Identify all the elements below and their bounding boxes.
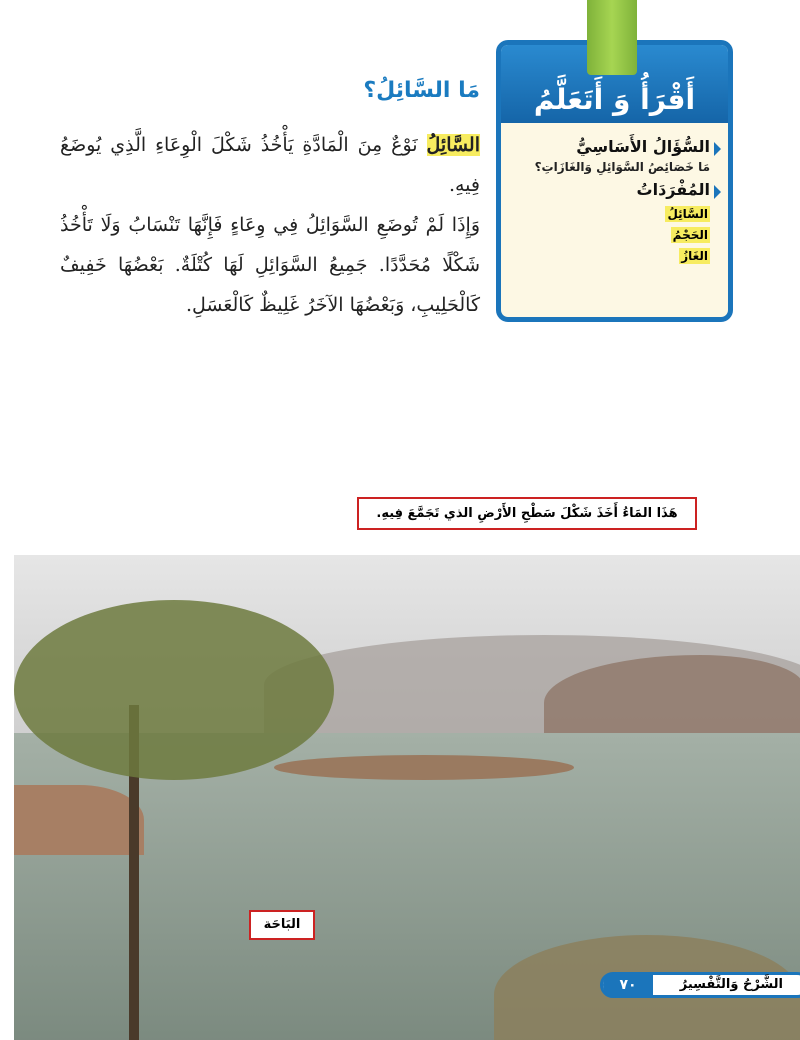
essential-question: مَا خَصَائِصُ السَّوَائِلِ وَالغَازَاتِ؟ [534,160,710,174]
page-number: ٧٠ [603,972,653,998]
vocab-item: الحَجْمُ [672,228,708,242]
vocab-item: السَّائِلُ [667,207,708,221]
vocab-item: الغَازُ [681,249,708,263]
body-text [60,125,480,325]
page-footer [600,972,800,998]
essential-question-heading: السُّؤَالُ الأَسَاسِيُّ [511,137,710,156]
photo-caption: هَذَا المَاءُ أَخَذَ شَكْلَ سَطْحِ الأَرْضِ الذي تَجَمَّعَ فِيهِ. [357,497,697,530]
location-label: البَاحَة [249,910,315,940]
lake-photo [14,555,800,1040]
section-name: الشَّرْحُ وَالتَّفْسِيرُ [679,977,783,992]
bookmark-tab [587,0,637,75]
read-and-learn-card [496,40,733,322]
term-highlight: السَّائِلُ [426,134,480,156]
section-title: مَا السَّائِلُ؟ [363,78,480,103]
vocabulary-heading: المُفْرَدَاتُ [511,180,710,199]
para-1: نَوْعٌ مِنَ الْمَادَّةِ يَأْخُذُ شَكْلَ الْوِعَاءِ الَّذِي يُوضَعُ فِيهِ. [60,134,480,196]
card-title: أَقْرَأُ وَ أَتَعَلَّمُ [501,45,728,123]
para-2: وَإِذَا لَمْ تُوضَعِ السَّوَائِلُ فِي وِعَاءٍ فَإِنَّهَا تَنْسَابُ وَلَا تَأْخُذُ شَكْلًا مُحَدَّدًا. جَمِيعُ السَّوَائِلِ لَهَا كُتْلَةٌ. بَعْضُهَا خَفِيفٌ كَالْحَلِيبِ، وَبَعْضُهَا الآخَرُ غَلِيظٌ كَالْعَسَلِ. [60,214,480,316]
